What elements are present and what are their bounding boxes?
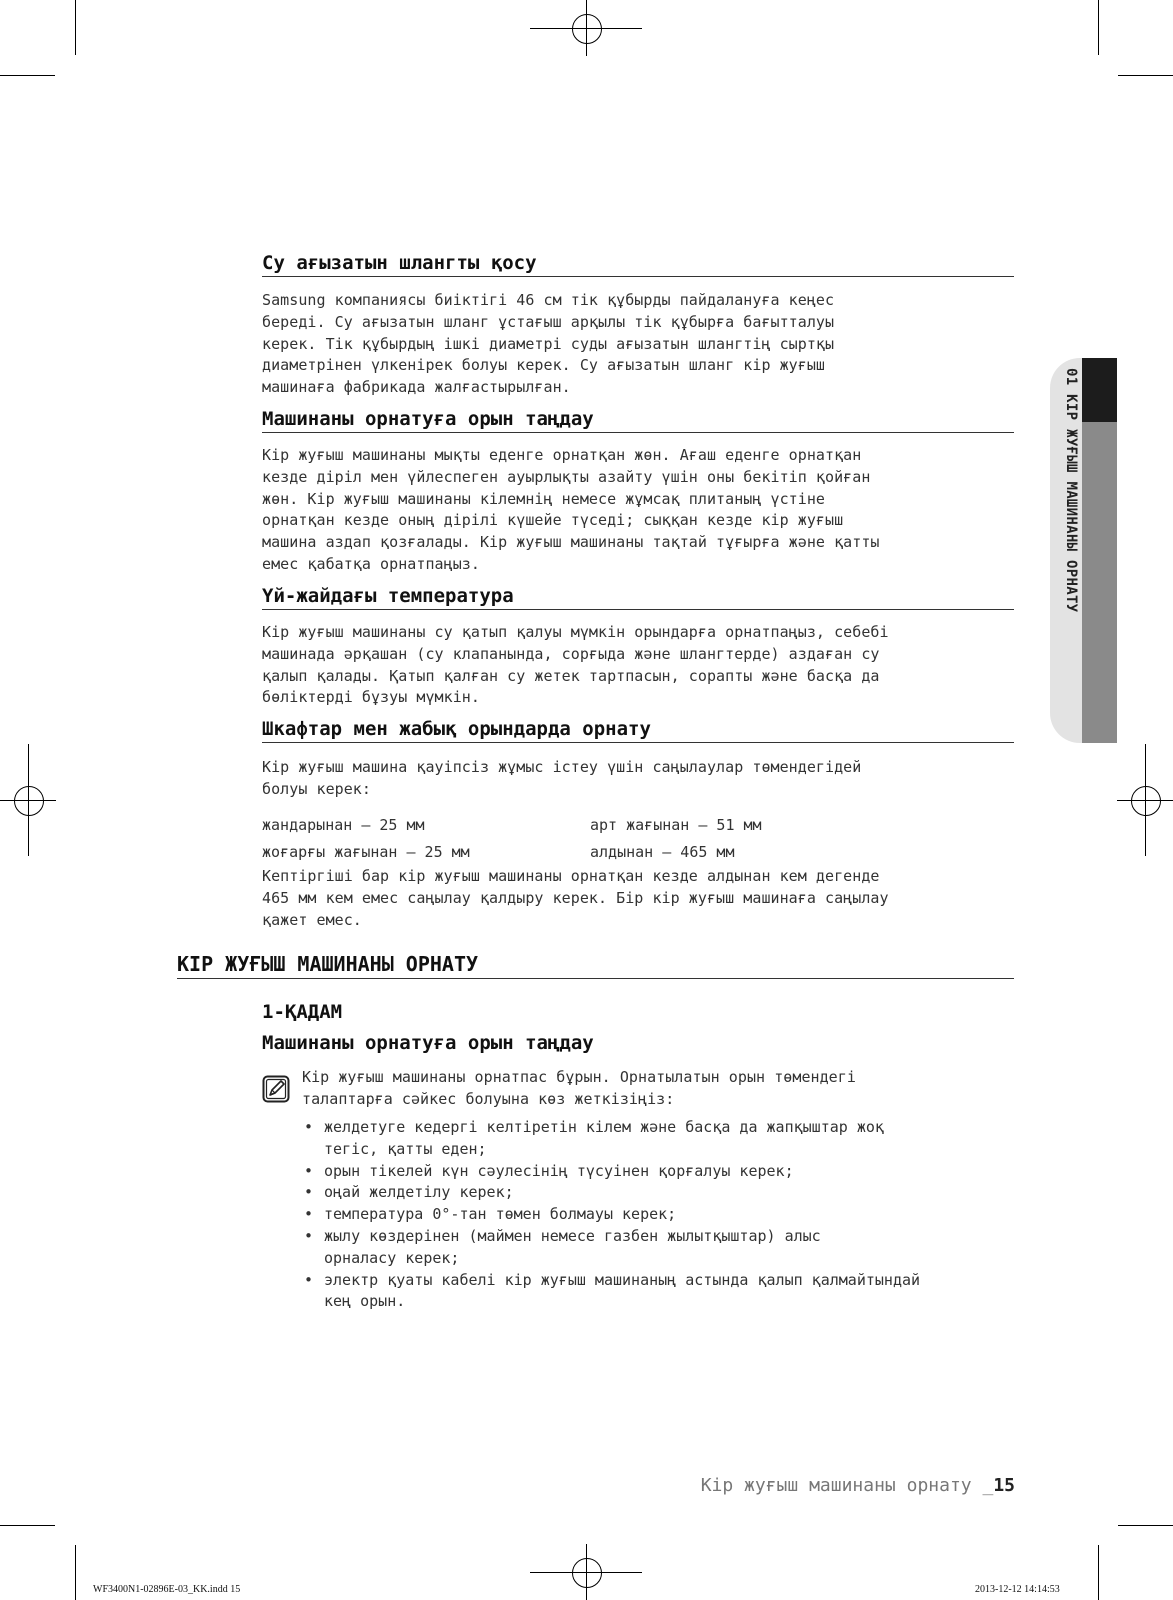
clearance-top: жоғарғы жағынан — 25 мм	[262, 843, 470, 861]
section-text-drain-hose: Samsung компаниясы биіктігі 46 см тік құбырды пайдалануға кеңес береді. Су ағызатын шланг ұстағыш арқылы тік құбырға бағытталуы керек. Тік құбырдың ішкі диаметрі суды ағызатын шлангтің сыртқы диаметрінен үлкенірек болуы керек. Су ағызатын шланг кір жуғыш машинаға фабрикада жалғастырылған.	[262, 291, 835, 397]
chapter-tab-marker	[1082, 358, 1117, 422]
requirements-list	[302, 1117, 1022, 1313]
list-item: • жылу көздерінен (маймен немесе газбен жылытқыштар) алыс орналасу керек;	[302, 1226, 1022, 1270]
note-pencil-icon	[262, 1075, 290, 1103]
clearance-front: алдынан — 465 мм	[590, 843, 735, 861]
main-heading: КІР ЖУҒЫШ МАШИНАНЫ ОРНАТУ	[177, 952, 1014, 979]
list-item: • оңай желдетілу керек;	[302, 1182, 1022, 1204]
slug-timestamp: 2013-12-12 14:14:53	[975, 1584, 1060, 1595]
footer-title: Кір жуғыш машинаны орнату _	[700, 1475, 994, 1496]
list-item: • температура 0°-тан төмен болмауы керек;	[302, 1204, 1022, 1226]
slug-filename: WF3400N1-02896E-03_KK.indd 15	[93, 1584, 241, 1595]
list-item: • орын тікелей күн сәулесінің түсуінен қорғалуы керек;	[302, 1161, 1022, 1183]
list-item: • электр қуаты кабелі кір жуғыш машинаның астында қалып қалмайтындай кең орын.	[302, 1270, 1022, 1314]
section-text-room-temperature: Кір жуғыш машинаны су қатып қалуы мүмкін орындарға орнатпаңыз, себебі машинада әрқашан (су клапанында, сорғыда және шлангтерде) аздаған су қалып қалады. Қатып қалған су жетек тартпасын, сорапты және басқа да бөліктерді бұзуы мүмкін.	[262, 623, 889, 707]
chapter-tab-bar	[1082, 422, 1117, 743]
section-heading-room-temperature: Үй-жайдағы температура	[262, 585, 1014, 610]
section-heading-drain-hose: Су ағызатын шлангты қосу	[262, 252, 1014, 277]
clearance-back: арт жағынан — 51 мм	[590, 816, 762, 834]
page-footer	[701, 1475, 1015, 1496]
clearance-note: Кептіргіші бар кір жуғыш машинаны орнатқан кезде алдынан кем дегенде 465 мм кем емес саңылау қалдыру керек. Бір кір жуғыш машинаға саңылау қажет емес.	[262, 867, 889, 929]
clearance-sides: жандарынан — 25 мм	[262, 816, 425, 834]
section-text-cabinet-install: Кір жуғыш машина қауіпсіз жұмыс істеу үшін саңылаулар төмендегідей болуы керек:	[262, 758, 862, 798]
section-text-choose-location: Кір жуғыш машинаны мықты еденге орнатқан жөн. Ағаш еденге орнатқан кезде діріл мен үйлеспеген ауырлықты азайту үшін оны бекітіп қойған жөн. Кір жуғыш машинаны кілемнің немесе жұмсақ плитаның үстіне орнатқан кезде оның дірілі күшейе түседі; сыққан кезде кір жуғыш машина аздап қозғалады. Кір жуғыш машинаны тақтай тұғырға және қатты емес қабатқа орнатпаңыз.	[262, 446, 880, 573]
section-heading-cabinet-install: Шкафтар мен жабық орындарда орнату	[262, 718, 1014, 743]
chapter-tab-label: 01 КІР ЖУҒЫШ МАШИНАНЫ ОРНАТУ	[1063, 368, 1079, 613]
step-label: 1-ҚАДАМ	[262, 1001, 343, 1023]
step-note: Кір жуғыш машинаны орнатпас бұрын. Орнатылатын орын төмендегі талаптарға сәйкес болуына көз жеткізіңіз:	[302, 1068, 856, 1108]
section-heading-choose-location: Машинаны орнатуға орын таңдау	[262, 408, 1014, 433]
step-title: Машинаны орнатуға орын таңдау	[262, 1032, 594, 1054]
list-item: • желдетуге кедергі келтіретін кілем және басқа да жапқыштар жоқ тегіс, қатты еден;	[302, 1117, 1022, 1161]
page-number: 15	[993, 1475, 1015, 1496]
